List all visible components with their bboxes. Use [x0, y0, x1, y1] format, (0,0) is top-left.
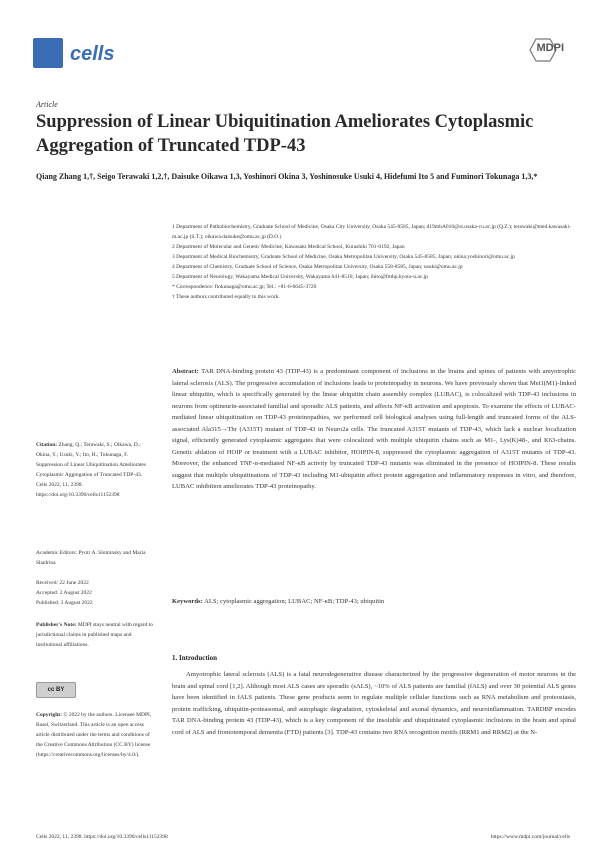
received-date: Received: 22 June 2022: [36, 580, 89, 586]
citation-text: Zhang, Q.; Terawaki, S.; Oikawa, D.; Okina, Y.; Usuki, Y.; Ito, H.; Tokunaga, F. Suppression of Linear Ubiquitination Ameliorates Cytoplasmic Aggregation of Truncated TDP-43. Cells 2022, 11, 2398. https://doi.org/10.3390/cells11152398: [36, 442, 146, 498]
copyright-label: Copyright:: [36, 712, 62, 718]
editors-names: Pyotr A. Slominsky and Maria Shadrina: [36, 550, 146, 566]
editors-label: Academic Editors:: [36, 550, 78, 556]
correspondence: * Correspondence: ftokunaga@omu.ac.jp; Tel.: +81-6-6645-3720: [172, 284, 317, 290]
equal-contribution-note: † These authors contributed equally to this work.: [172, 294, 280, 300]
academic-editors: [36, 548, 154, 568]
section-heading: 1. Introduction: [172, 654, 217, 662]
abstract-text: TAR DNA-binding protein 43 (TDP-43) is a predominant component of inclusions in the brains and spines of patients with amyotrophic lateral sclerosis (ALS). The progressive accumulation of inclusions leads to proteinopathy in neurons. We have previously shown that Met1(M1)-linked linear ubiquitin, which is specifically generated by the linear ubiquitin chain assembly complex (LUBAC), is colocalized with TDP-43 inclusions in neurons from optineurin-associated familial and sporadic ALS patients, and affects NF-κB activation and apoptosis. To examine the effects of LUBAC-mediated linear ubiquitination on TDP-43 proteinopathies, we performed cell biological analyses using full-length and truncated forms of the ALS-associated Ala315→Thr (A315T) mutant of TDP-43 in Neuro2a cells. The truncated A315T mutants of TDP-43, which lack a nuclear localization signal, efficiently generated cytoplasmic aggregates that were colocalized with multiple ubiquitin chains such as M1-, Lys(K)48-, and K63-chains. Genetic ablation of HOIP or treatment with a LUBAC inhibitor, HOIPIN-8, suppressed the cytoplasmic aggregation of A315T mutants of TDP-43. Moreover, the enhanced TNF-α-mediated NF-κB activity by truncated TDP-43 mutants was eliminated in the presence of HOIPIN-8. These results suggest that multiple ubiquitinations of TDP-43 including M1-ubiquitin affect protein aggregation and inflammatory responses in vitro, and therefore, LUBAC inhibition ameliorates TDP-43 proteinopathy.: [172, 368, 577, 491]
published-date: Published: 3 August 2022: [36, 600, 93, 606]
footer-journal-url[interactable]: https://www.mdpi.com/journal/cells: [490, 834, 570, 840]
copyright-text: © 2022 by the authors. Licensee MDPI, Basel, Switzerland. This article is an open access article distributed under the terms and conditions of the Creative Commons Attribution (CC BY) license (https://creativecommons.org/licenses/by/4.0/).: [36, 712, 152, 758]
cc-by-license-icon: cc BY: [36, 682, 76, 698]
affiliations: [172, 222, 572, 302]
affiliation-item: 3 Department of Medical Biochemistry, Graduate School of Medicine, Osaka Metropolitan University, Osaka 545-8585, Japan; okina.yoshinori@omu.ac.jp: [172, 254, 515, 260]
publisher-name: MDPI: [536, 42, 564, 54]
article-title: Suppression of Linear Ubiquitination Ameliorates Cytoplasmic Aggregation of Truncated TDP-43: [36, 112, 534, 156]
journal-logo: [33, 38, 63, 68]
abstract: [172, 366, 576, 493]
citation-label: Citation:: [36, 442, 58, 448]
affiliation-item: 5 Department of Neurology, Wakayama Medical University, Wakayama 641-8510, Japan; ihito@fmhp.kyoto-u.ac.jp: [172, 274, 428, 280]
publisher-note: [36, 620, 154, 650]
keywords-label: Keywords:: [172, 598, 203, 605]
affiliation-item: 2 Department of Molecular and Genetic Medicine, Kawasaki Medical School, Kurashiki 701-0192, Japan: [172, 244, 405, 250]
introduction-text: Amyotrophic lateral sclerosis (ALS) is a fatal neurodegenerative disease characterized by the progressive degeneration of motor neurons in the brain and spinal cord [1,2]. Although most ALS cases are sporadic (sALS), ~10% of ALS patients are familial (fALS) and over 30 potential ALS genes have been identified in fALS patients. These gene products seem to regulate multiple cellular functions such as RNA metabolism and proteostasis, protein trafficking, ubiquitin-proteasomal, and autophagic degradation, cytoskeletal and axonal dynamics, and neuroinflammation. TARDBP encodes TAR DNA-binding protein 43 (TDP-43), which is a key component of the insoluble and ubiquitinated cytoplasmic inclusions in the brain and spinal cord of ALS and frontotemporal dementia (FTD) patients [3]. TDP-43 contains two RNA recognition motifs (RRM1 and RRM2) at the N-: [172, 671, 576, 736]
footer-citation: Cells 2022, 11, 2398. https://doi.org/10.3390/cells11152398: [36, 834, 168, 840]
copyright-block: [36, 710, 154, 760]
abstract-label: Abstract:: [172, 368, 199, 375]
keywords-text: ALS; cytoplasmic aggregation; LUBAC; NF-κB; TDP-43; ubiquitin: [204, 598, 385, 605]
article-type: Article: [36, 100, 58, 109]
citation-block: [36, 440, 154, 500]
affiliation-item: 4 Department of Chemistry, Graduate School of Science, Osaka Metropolitan University, Osaka 558-8585, Japan; usuki@omu.ac.jp: [172, 264, 463, 270]
keywords: [172, 598, 576, 605]
note-label: Publisher's Note:: [36, 622, 77, 628]
affiliation-item: 1 Department of Pathobiochemistry, Graduate School of Medicine, Osaka City University, Osaka 545-8585, Japan; d19mbA016@st.osaka-cu.ac.jp (Q.Z.); terawaki@med.kawasaki-m.ac.jp (S.T.); oikawa.daisuke@omu.ac.jp (D.O.): [172, 224, 571, 240]
accepted-date: Accepted: 2 August 2022: [36, 590, 92, 596]
journal-name: cells: [70, 43, 115, 65]
note-text: MDPI stays neutral with regard to jurisdictional claims in published maps and institutional affiliations.: [36, 622, 153, 648]
dates-block: [36, 578, 154, 608]
author-list: Qiang Zhang 1,†, Seigo Terawaki 1,2,†, Daisuke Oikawa 1,3, Yoshinori Okina 3, Yoshinosuke Usuki 4, Hidefumi Ito 5 and Fuminori Tokunaga 1,3,*: [36, 172, 538, 181]
